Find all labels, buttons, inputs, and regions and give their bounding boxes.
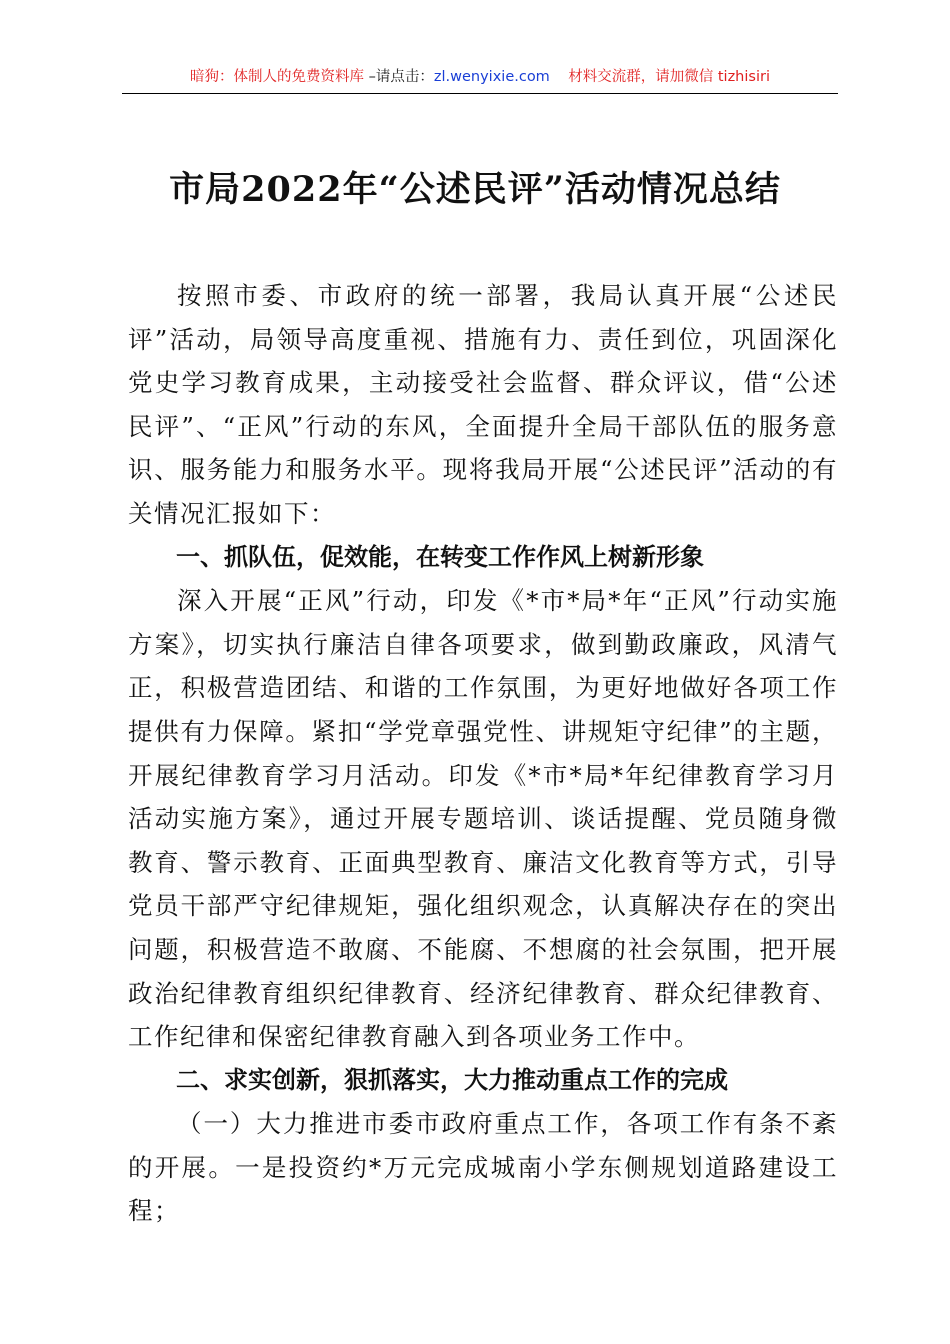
header-url-link[interactable]: zl.wenyixie.com — [433, 69, 550, 85]
document-title: 市局2022年“公述民评”活动情况总结 — [169, 169, 781, 210]
document-body — [128, 274, 838, 1233]
intro-paragraph: 按照市委、市政府的统一部署，我局认真开展“公述民评”活动，局领导高度重视、措施有力、责任到位，巩固深化党史学习教育成果，主动接受社会监督、群众评议，借“公述民评”、“正风”行动的东风，全面提升全局干部队伍的服务意识、服务能力和服务水平。现将我局开展“公述民评”活动的有关情况汇报如下： — [128, 281, 838, 528]
page-header — [122, 66, 838, 88]
section-1-paragraph: 深入开展“正风”行动，印发《*市*局*年“正风”行动实施方案》，切实执行廉洁自律各项要求，做到勤政廉政，风清气正，积极营造团结、和谐的工作氛围，为更好地做好各项工作提供有力保障。紧扣“学党章强党性、讲规矩守纪律”的主题，开展纪律教育学习月活动。印发《*市*局*年纪律教育学习月活动实施方案》，通过开展专题培训、谈话提醒、党员随身微教育、警示教育、正面典型教育、廉洁文化教育等方式，引导党员干部严守纪律规矩，强化组织观念，认真解决存在的突出问题，积极营造不敢腐、不能腐、不想腐的社会氛围，把开展政治纪律教育组织纪律教育、经济纪律教育、群众纪律教育、工作纪律和保密纪律教育融入到各项业务工作中。 — [128, 586, 838, 1052]
section-2-paragraph: （一）大力推进市委市政府重点工作，各项工作有条不紊的开展。一是投资约*万元完成城南小学东侧规划道路建设工程； — [128, 1109, 838, 1226]
header-divider — [122, 93, 838, 94]
header-click-label: –请点击： — [364, 69, 434, 85]
header-promo: 暗狗：体制人的免费资料库 — [190, 69, 365, 85]
section-heading-2: 二、求实创新，狠抓落实，大力推动重点工作的完成 — [176, 1065, 728, 1094]
header-group-info: 材料交流群，请加微信 tizhisiri — [568, 69, 770, 85]
section-heading-1: 一、抓队伍，促效能，在转变工作作风上树新形象 — [176, 542, 704, 571]
